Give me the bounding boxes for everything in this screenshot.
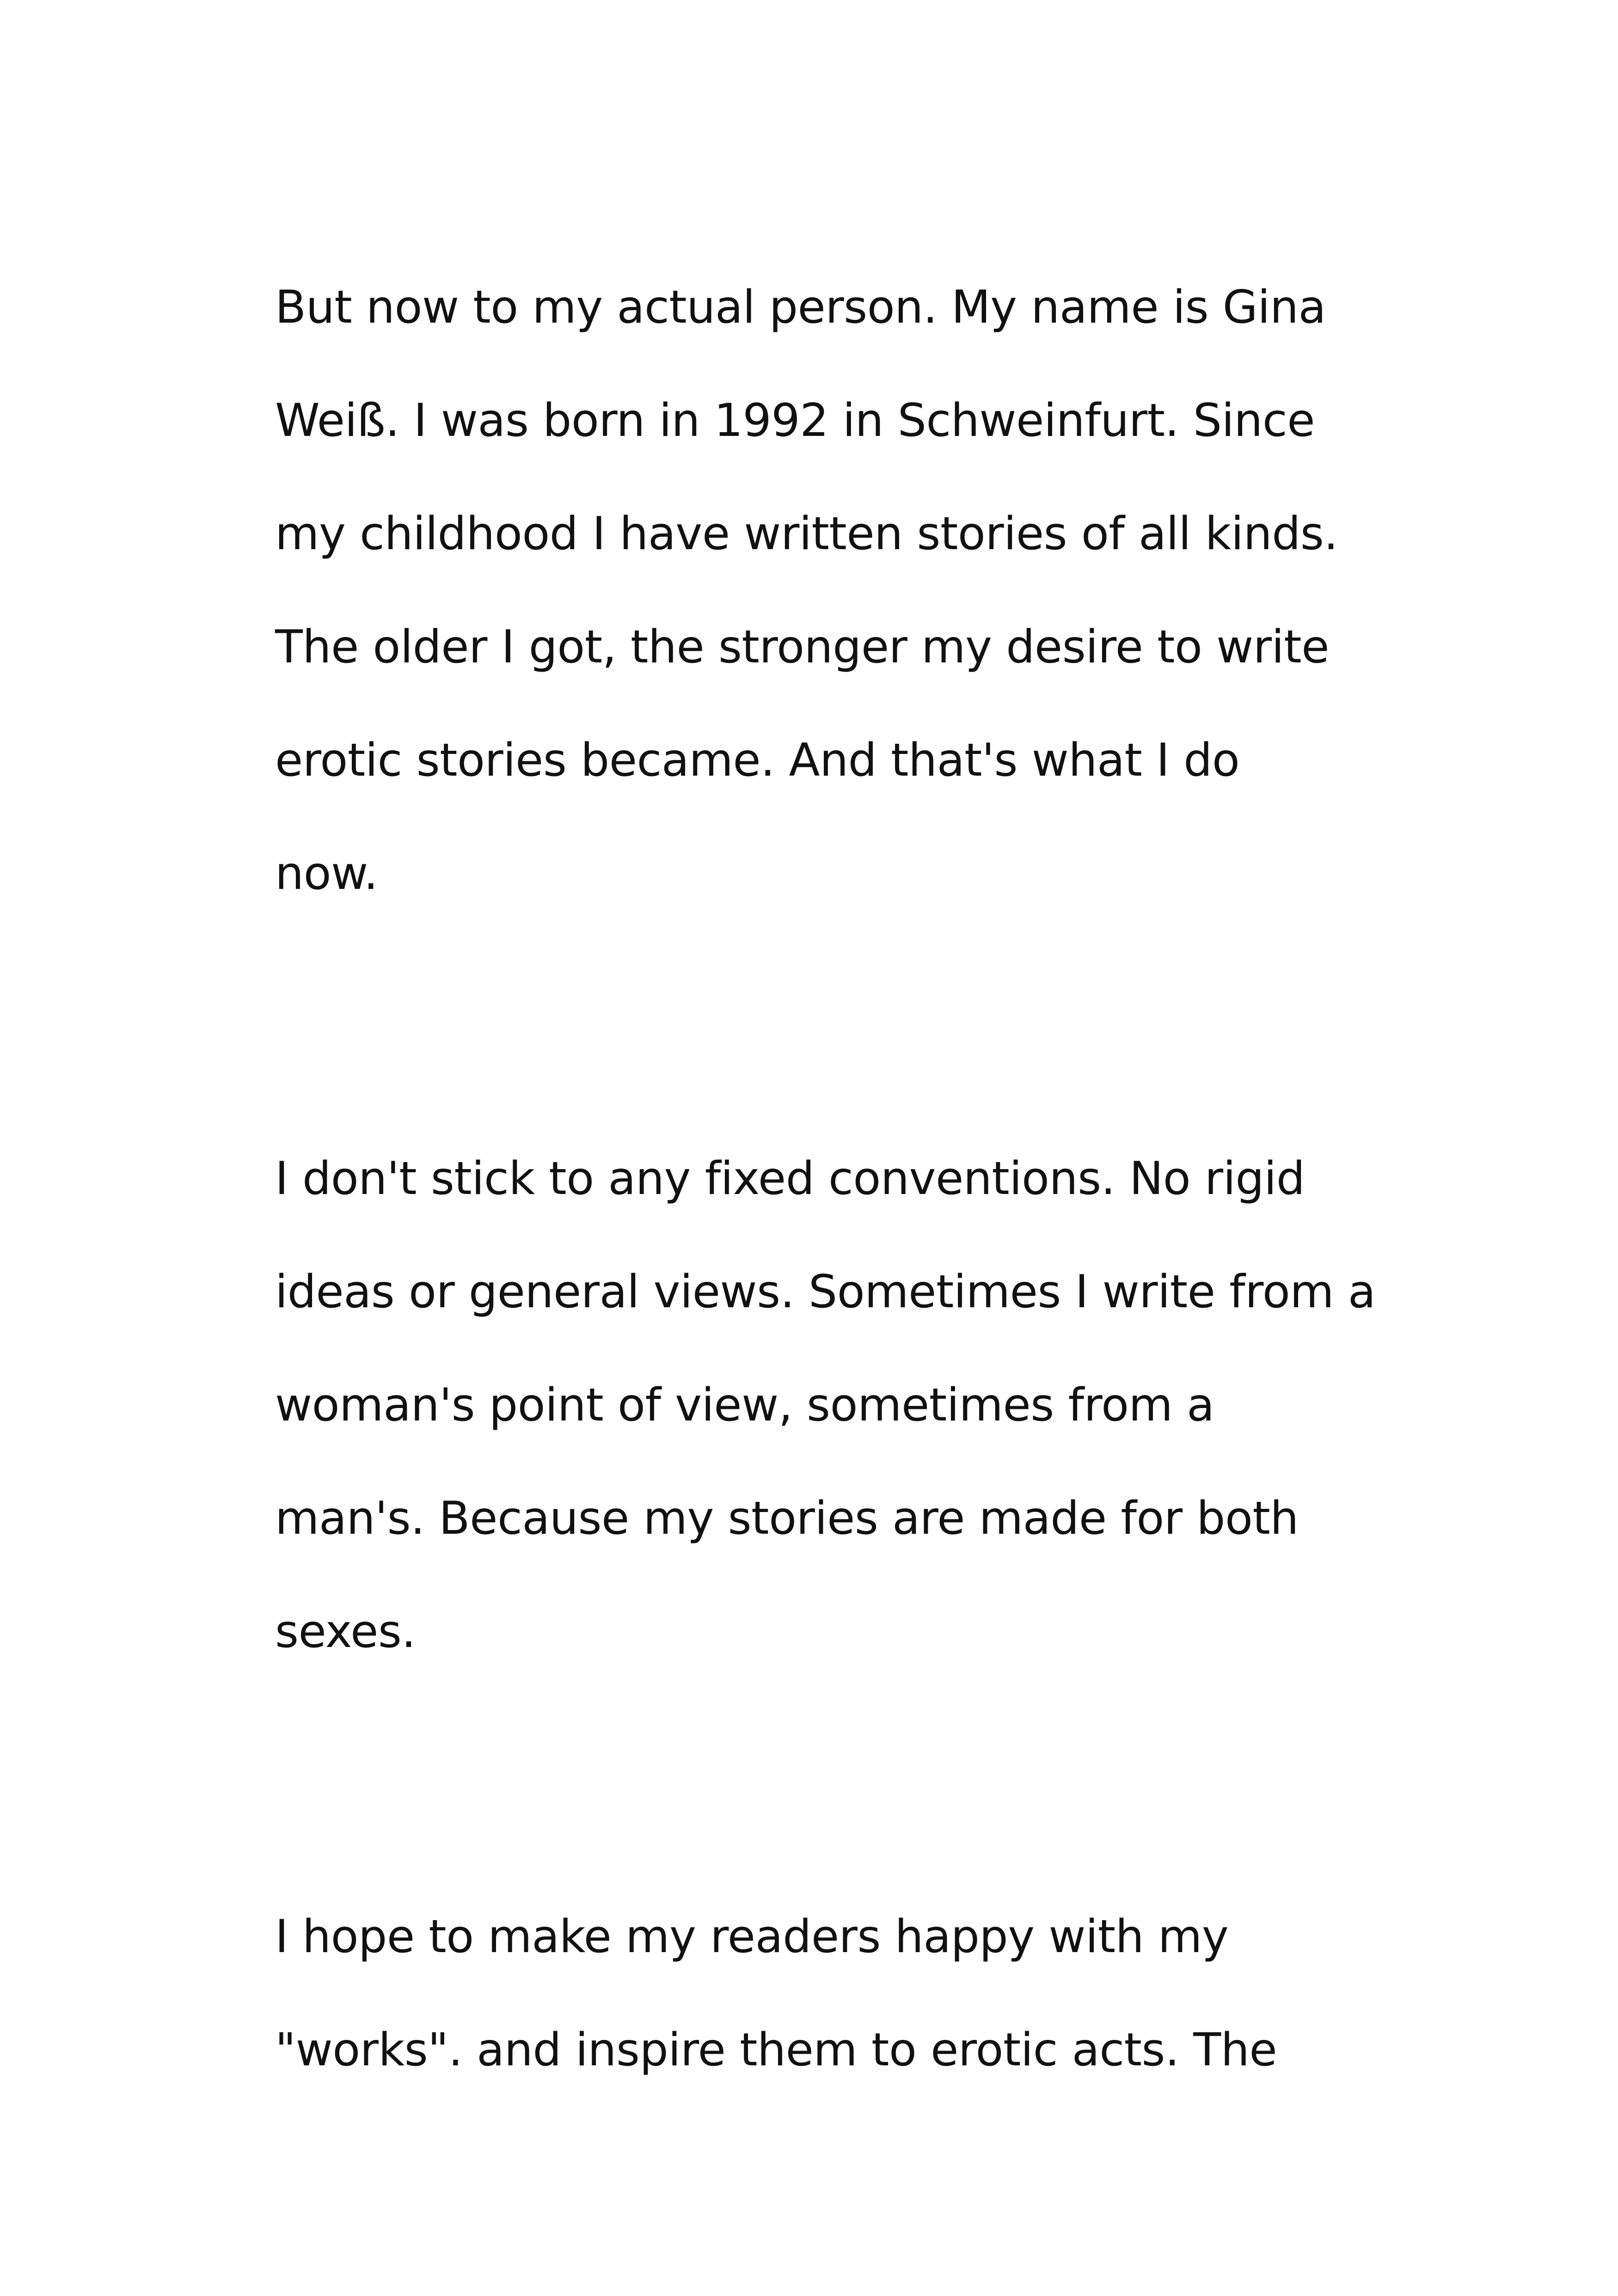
- paragraph-line: I don't stick to any fixed conventions. No rigid: [275, 1152, 1305, 1205]
- paragraph-line: my childhood I have written stories of all kinds.: [275, 508, 1338, 560]
- paragraph-line: now.: [275, 847, 378, 900]
- paragraph-line: The older I got, the stronger my desire to write: [275, 621, 1330, 673]
- paragraph-line: Weiß. I was born in 1992 in Schweinfurt. Since: [275, 394, 1315, 447]
- paragraph-line: man's. Because my stories are made for both: [275, 1492, 1299, 1545]
- paragraph-line: ideas or general views. Sometimes I write from a: [275, 1266, 1376, 1318]
- paragraph-line: "works". and inspire them to erotic acts. The: [275, 2024, 1277, 2076]
- paragraph-line: But now to my actual person. My name is Gina: [275, 281, 1326, 334]
- paragraph-line: sexes.: [275, 1605, 416, 1658]
- paragraph-line: erotic stories became. And that's what I do: [275, 734, 1240, 787]
- paragraph-line: I hope to make my readers happy with my: [275, 1910, 1229, 1963]
- paragraph-line: woman's point of view, sometimes from a: [275, 1379, 1214, 1432]
